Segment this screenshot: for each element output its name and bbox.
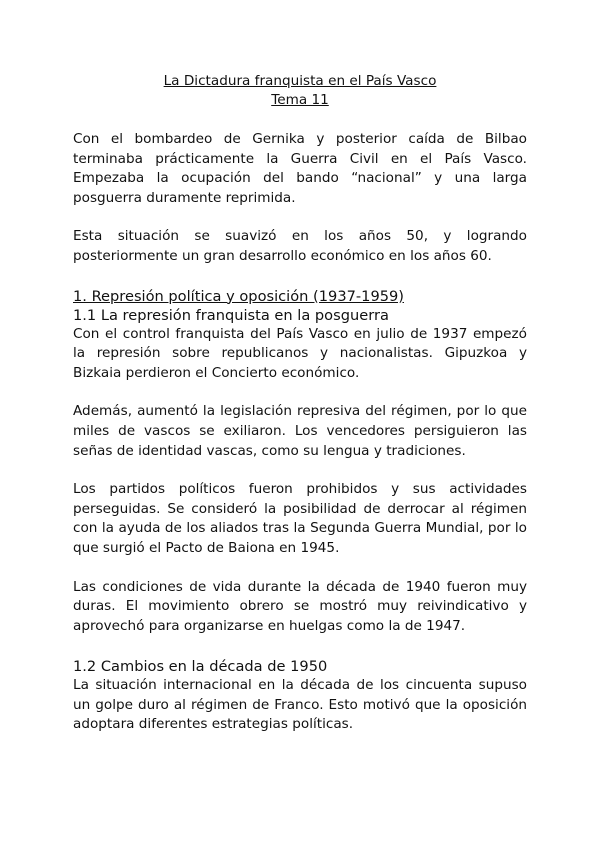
section-1-1-paragraph-1: Con el control franquista del País Vasco en julio de 1937 empezó la represión sobre republicanos y nacionalistas. Gipuzkoa y Bizkaia perdieron el Concierto económico. [73, 325, 527, 381]
document-subtitle: Tema 11 [271, 92, 329, 108]
intro-paragraph-2: Esta situación se suavizó en los años 50, y logrando posteriormente un gran desarrollo económico en los años 60. [73, 228, 527, 264]
section-1-1-paragraph-4: Las condiciones de vida durante la década de 1940 fueron muy duras. El movimiento obrero se mostró muy reivindicativo y aprovechó para organizarse en huelgas como la de 1947. [73, 578, 527, 634]
document-title: La Dictadura franquista en el País Vasco [163, 73, 437, 89]
section-1-heading: 1. Represión política y oposición (1937-1959) [73, 287, 404, 305]
section-1-2-heading: 1.2 Cambios en la década de 1950 [73, 658, 328, 676]
section-1-1-paragraph-2: Además, aumentó la legislación represiva del régimen, por lo que miles de vascos se exiliaron. Los vencedores persiguieron las señas de identidad vascas, como su lengua y tradiciones. [73, 403, 527, 459]
intro-paragraph-1: Con el bombardeo de Gernika y posterior caída de Bilbao terminaba prácticamente la Guerra Civil en el País Vasco. Empezaba la ocupación del bando “nacional” y una larga posguerra duramente reprimida. [73, 131, 527, 206]
document-body [73, 72, 527, 735]
section-1-1-heading: 1.1 La represión franquista en la posguerra [73, 306, 389, 324]
section-1-2-paragraph-1: La situación internacional en la década de los cincuenta supuso un golpe duro al régimen de Franco. Esto motivó que la oposición adoptara diferentes estrategias políticas. [73, 677, 527, 733]
section-1-1-paragraph-3: Los partidos políticos fueron prohibidos y sus actividades perseguidas. Se consideró la posibilidad de derrocar al régimen con la ayuda de los aliados tras la Segunda Guerra Mundial, por lo que surgió el Pacto de Baiona en 1945. [73, 481, 527, 556]
